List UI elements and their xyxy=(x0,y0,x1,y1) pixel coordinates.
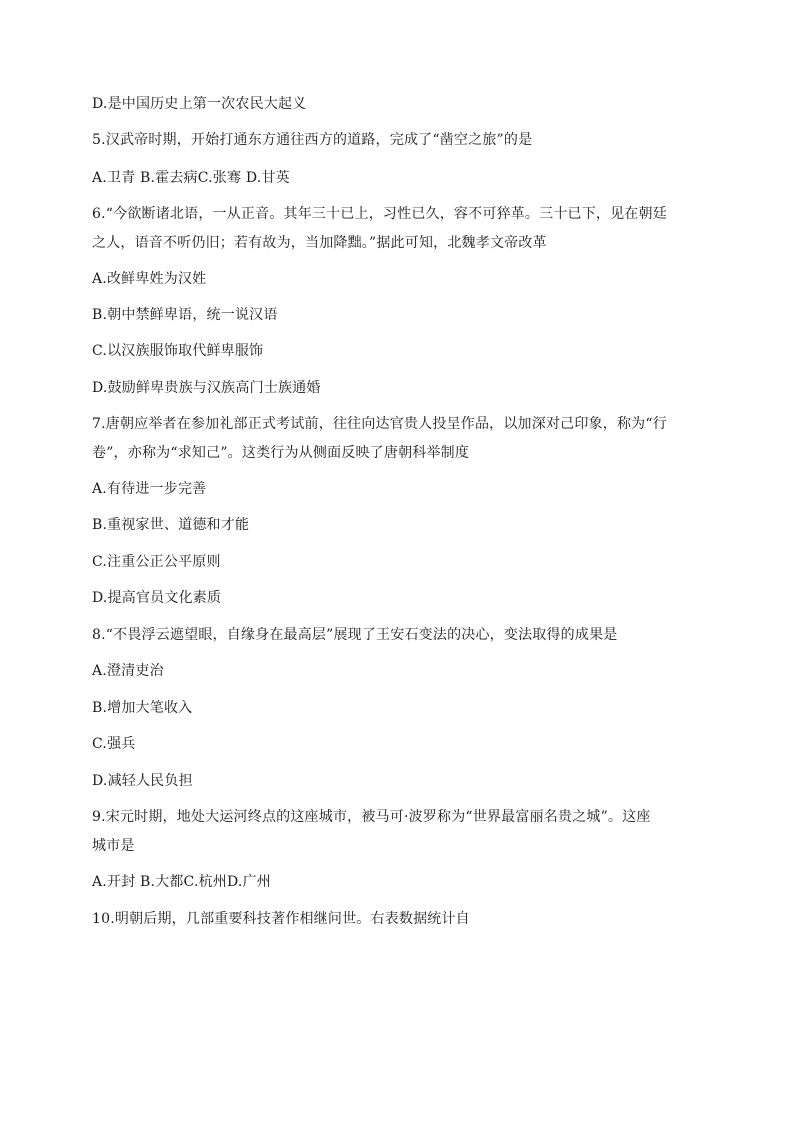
question-6-option-b: B.朝中禁鲜卑语，统一说汉语 xyxy=(92,307,278,323)
question-6-stem-line-2: 之人，语音不听仍旧；若有故为，当加降黜。”据此可知，北魏孝文帝改革 xyxy=(92,235,547,251)
question-6-stem-line-1: 6.“今欲断诸北语，一从正音。其年三十已上，习性已久，容不可猝革。三十已下，见在朝廷 xyxy=(92,206,667,222)
question-8-option-c: C.强兵 xyxy=(92,736,136,752)
question-9-stem-line-1: 9.宋元时期，地处大运河终点的这座城市，被马可·波罗称为“世界最富丽名贵之城”。这座 xyxy=(92,809,651,825)
text-line-d-option: D.是中国历史上第一次农民大起义 xyxy=(92,96,307,112)
question-5-stem: 5.汉武帝时期，开始打通东方通往西方的道路，完成了“凿空之旅”的是 xyxy=(92,132,533,148)
question-6-option-c: C.以汉族服饰取代鲜卑服饰 xyxy=(92,343,264,359)
question-7-option-a: A.有待进一步完善 xyxy=(92,481,207,497)
question-9-options: A.开封 B.大都C.杭州D.广州 xyxy=(92,874,271,890)
question-6-option-d: D.鼓励鲜卑贵族与汉族高门士族通婚 xyxy=(92,380,321,396)
question-10-stem: 10.明朝后期，几部重要科技著作相继问世。右表数据统计自 xyxy=(92,911,470,927)
question-8-option-d: D.减轻人民负担 xyxy=(92,773,193,789)
question-7-option-c: C.注重公正公平原则 xyxy=(92,554,221,570)
question-7-stem-line-2: 卷”，亦称为“求知己”。这类行为从侧面反映了唐朝科举制度 xyxy=(92,445,470,461)
question-8-option-a: A.澄清吏治 xyxy=(92,663,164,679)
question-9-stem-line-2: 城市是 xyxy=(92,838,135,854)
question-7-option-b: B.重视家世、道德和才能 xyxy=(92,517,250,533)
question-8-stem: 8.“不畏浮云遮望眼，自缘身在最高层”展现了王安石变法的决心，变法取得的成果是 xyxy=(92,627,618,643)
question-6-option-a: A.改鲜卑姓为汉姓 xyxy=(92,271,207,287)
question-7-stem-line-1: 7.唐朝应举者在参加礼部正式考试前，往往向达官贵人投呈作品，以加深对己印象，称为“行 xyxy=(92,416,667,432)
question-7-option-d: D.提高官员文化素质 xyxy=(92,590,222,606)
question-8-option-b: B.增加大笔收入 xyxy=(92,700,193,716)
question-5-options: A.卫青 B.霍去病C.张骞 D.甘英 xyxy=(92,170,290,186)
